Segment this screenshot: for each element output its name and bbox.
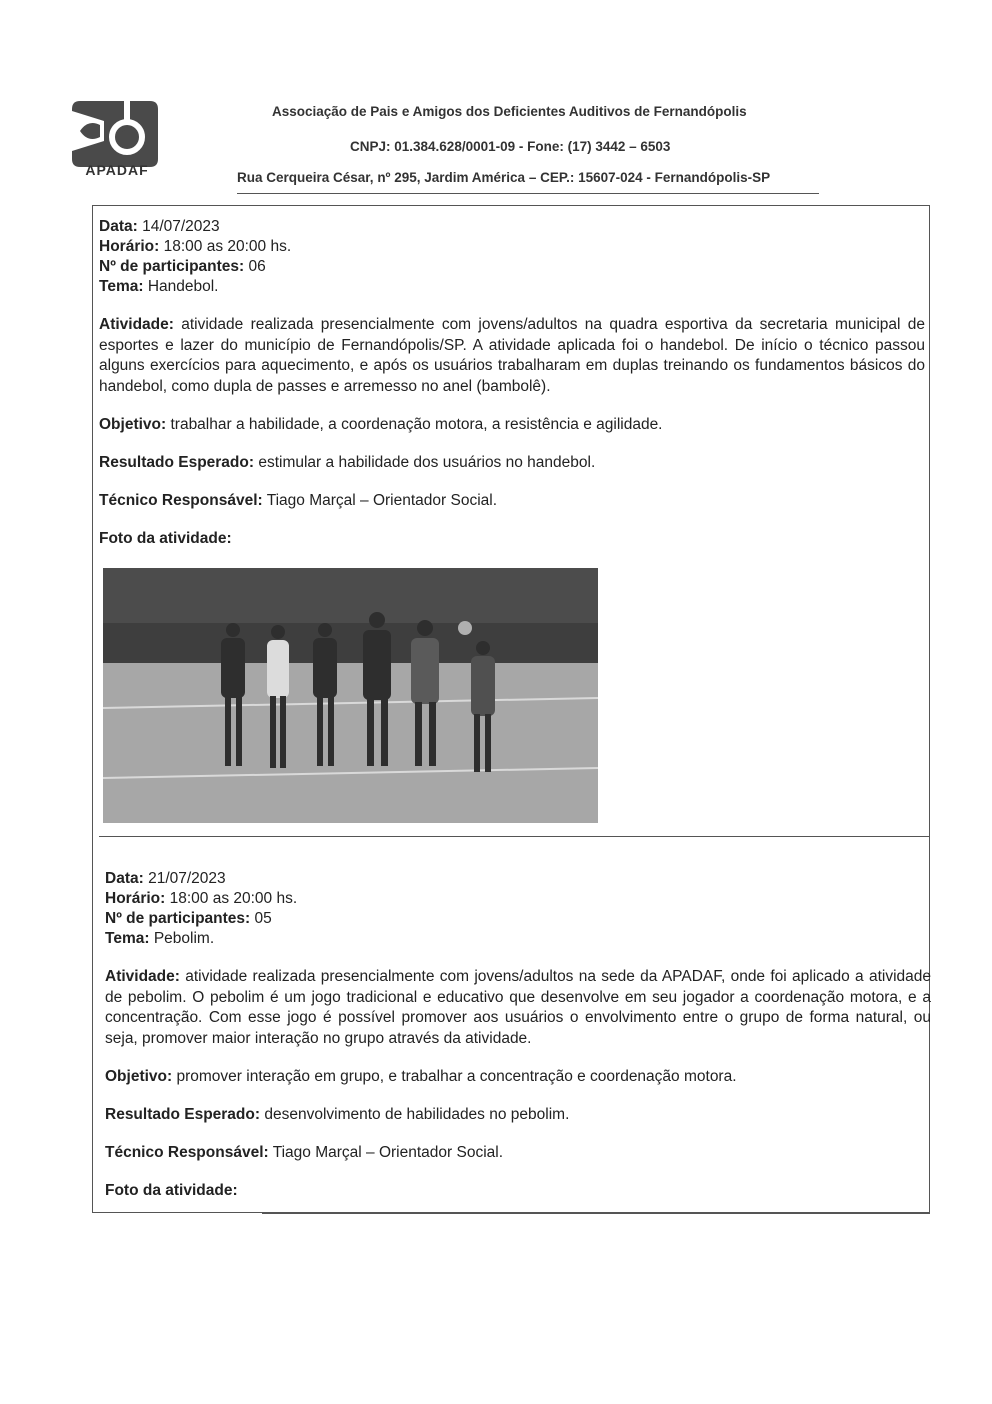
activity-theme: Tema: Handebol. [99, 278, 219, 295]
activity-description: Atividade: atividade realizada presencialmente com jovens/adultos na quadra esportiva da secretaria municipal de esportes e lazer do município de Fernandópolis/SP. A atividade aplicada foi o handebol. De início o técnico passou alguns exercícios para aquecimento, e após os usuários trabalharam em duplas treinando os fundamentos básicos do handebol, como dupla de passes e arremesso no anel (bambolê). [99, 316, 925, 395]
handball-group-photo [103, 568, 598, 823]
activity-photo-label: Foto da atividade: [99, 530, 232, 547]
activity-participants: Nº de participantes: 05 [105, 910, 272, 927]
logo-wordmark: APADAF [85, 162, 149, 178]
activity-date: Data: 14/07/2023 [99, 218, 220, 235]
activity-photo-label: Foto da atividade: [105, 1182, 238, 1199]
activity-participants: Nº de participantes: 06 [99, 258, 266, 275]
activity-1 [99, 217, 925, 549]
activity-objective: Objetivo: trabalhar a habilidade, a coordenação motora, a resistência e agilidade. [99, 416, 663, 433]
header-rule [237, 193, 819, 194]
letterhead [0, 0, 992, 205]
org-address: Rua Cerqueira César, nº 295, Jardim América – CEP.: 15607-024 - Fernandópolis-SP [237, 170, 771, 185]
org-cnpj-phone: CNPJ: 01.384.628/0001-09 - Fone: (17) 3442 – 6503 [350, 139, 671, 154]
activity-theme: Tema: Pebolim. [105, 930, 215, 947]
activity-time: Horário: 18:00 as 20:00 hs. [99, 238, 292, 255]
activity-2 [105, 869, 931, 1201]
activity-description: Atividade: atividade realizada presencialmente com jovens/adultos na sede da APADAF, onde foi aplicado a atividade de pebolim. O pebolim é um jogo tradicional e educativo que desenvolve em seu jogador a coordenação motora, e a concentração. Com esse jogo é possível promover aos usuários o envolvimento entre o grupo de forma natural, ou seja, promover maior interação no grupo através da atividade. [105, 968, 931, 1047]
activity-objective: Objetivo: promover interação em grupo, e trabalhar a concentração e coordenação motora. [105, 1068, 737, 1085]
activity-time: Horário: 18:00 as 20:00 hs. [105, 890, 298, 907]
activity-expected-result: Resultado Esperado: estimular a habilidade dos usuários no handebol. [99, 454, 596, 471]
org-name: Associação de Pais e Amigos dos Deficientes Auditivos de Fernandópolis [272, 104, 747, 119]
activity-photo [103, 568, 598, 823]
activity-date: Data: 21/07/2023 [105, 870, 226, 887]
activity-expected-result: Resultado Esperado: desenvolvimento de habilidades no pebolim. [105, 1106, 570, 1123]
activity-technician: Técnico Responsável: Tiago Marçal – Orientador Social. [99, 492, 498, 509]
bottom-rule [262, 1213, 930, 1214]
activity-technician: Técnico Responsável: Tiago Marçal – Orientador Social. [105, 1144, 504, 1161]
section-divider [99, 836, 929, 837]
